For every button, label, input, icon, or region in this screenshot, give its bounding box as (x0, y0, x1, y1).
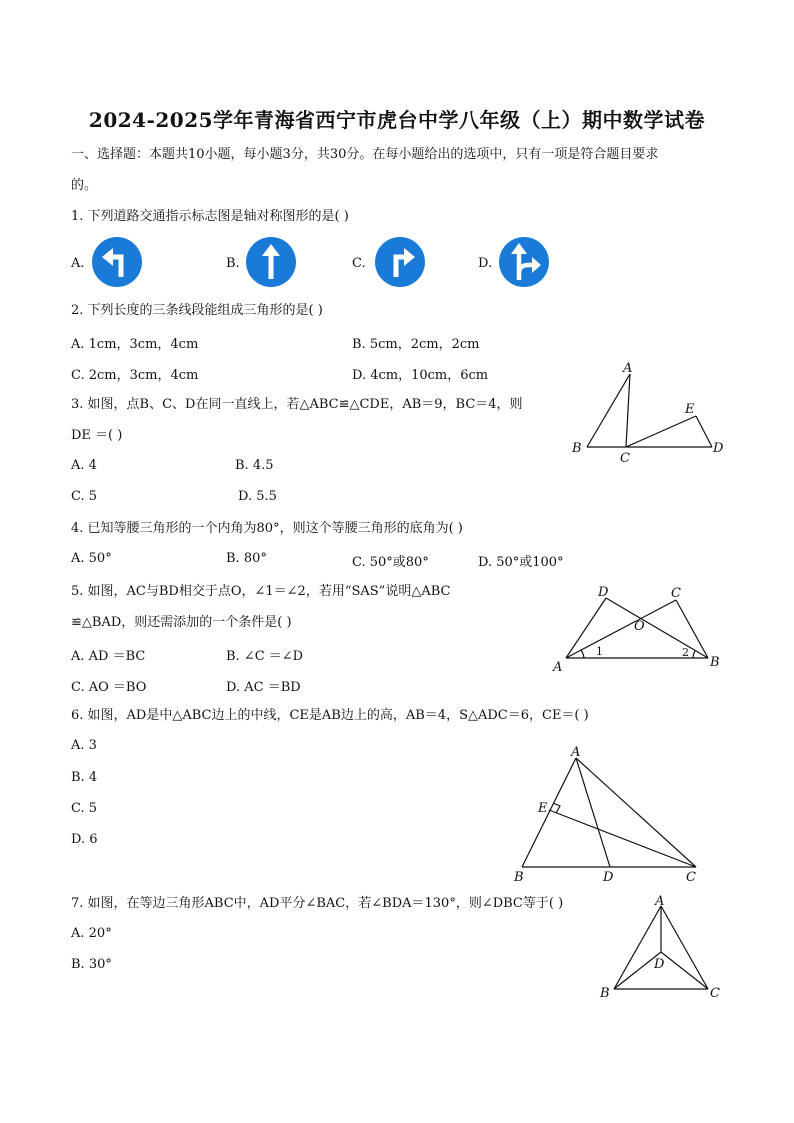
q4-option-a: A. 50° (71, 551, 112, 566)
question-7-stem: 7. 如图，在等边三角形ABC中，AD平分∠BAC，若∠BDA＝130°，则∠DBC等于( ) (71, 896, 564, 911)
q3-label-a: A (623, 361, 633, 376)
question-1-stem: 1. 下列道路交通指示标志图是轴对称图形的是( ) (71, 209, 349, 224)
q5-angle-2-label: 2 (682, 646, 689, 659)
q3-label-e: E (685, 402, 695, 417)
q6-label-b: B (514, 870, 524, 885)
q2-option-a: A. 1cm，3cm，4cm (71, 337, 199, 352)
q1-option-c-label: C. (352, 256, 366, 271)
q3-option-b: B. 4.5 (235, 458, 274, 473)
q6-option-b: B. 4 (71, 770, 98, 785)
q5-label-b: B (710, 655, 720, 670)
q5-option-a: A. AD ＝BC (71, 649, 146, 664)
section-heading-line2: 的。 (71, 178, 98, 193)
straight-or-right-sign-icon (497, 235, 551, 289)
q4-option-d: D. 50°或100° (478, 555, 564, 570)
question-2-stem: 2. 下列长度的三条线段能组成三角形的是( ) (71, 303, 323, 318)
section-heading-line1: 一、选择题：本题共10小题，每小题3分，共30分。在每小题给出的选项中，只有一项是符合题目要求 (71, 147, 659, 162)
q5-label-o: O (634, 619, 645, 634)
question-5-stem-line1: 5. 如图，AC与BD相交于点O，∠1＝∠2，若用“SAS”说明△ABC (71, 584, 451, 599)
question-4-stem: 4. 已知等腰三角形的一个内角为80°，则这个等腰三角形的底角为( ) (71, 521, 463, 536)
question-5-stem-line2: ≌△BAD，则还需添加的一个条件是( ) (71, 615, 292, 630)
turn-right-sign-icon (373, 235, 427, 289)
q3-figure (568, 358, 728, 468)
q5-label-a: A (553, 660, 563, 675)
q3-label-d: D (713, 441, 724, 456)
q5-option-d: D. AC ＝BD (226, 680, 301, 695)
q7-label-a: A (655, 894, 665, 909)
q3-label-b: B (572, 441, 582, 456)
q5-figure (548, 578, 728, 678)
q6-option-d: D. 6 (71, 832, 98, 847)
q3-option-a: A. 4 (71, 458, 97, 473)
q2-option-c: C. 2cm，3cm，4cm (71, 368, 199, 383)
q1-option-a-label: A. (71, 256, 85, 271)
q6-label-a: A (571, 745, 581, 760)
q5-option-c: C. AO ＝BO (71, 680, 147, 695)
q3-option-c: C. 5 (71, 489, 98, 504)
q7-figure (596, 892, 726, 1004)
question-3-stem-line2: DE ＝( ) (71, 428, 123, 443)
q5-label-c: C (671, 586, 681, 601)
q7-label-b: B (600, 986, 610, 1001)
q6-label-d: D (603, 870, 614, 885)
q4-option-b: B. 80° (226, 551, 267, 566)
q4-option-c: C. 50°或80° (352, 555, 429, 570)
q7-label-d: D (654, 957, 665, 972)
q6-label-e: E (538, 801, 548, 816)
q1-option-d-label: D. (478, 256, 493, 271)
q1-option-b-label: B. (226, 256, 240, 271)
question-3-stem-line1: 3. 如图，点B、C、D在同一直线上，若△ABC≌△CDE，AB＝9，BC＝4，则 (71, 397, 523, 412)
q2-option-d: D. 4cm，10cm，6cm (352, 368, 489, 383)
straight-ahead-sign-icon (244, 235, 298, 289)
q7-option-a: A. 20° (71, 926, 112, 941)
question-6-stem: 6. 如图，AD是中△ABC边上的中线，CE是AB边上的高，AB＝4，S△ADC＝6，CE＝( ) (71, 708, 589, 723)
turn-left-sign-icon (90, 235, 144, 289)
q3-label-c: C (620, 451, 630, 466)
q7-label-c: C (710, 986, 720, 1001)
q6-option-c: C. 5 (71, 801, 98, 816)
q3-option-d: D. 5.5 (238, 489, 277, 504)
q7-option-b: B. 30° (71, 957, 112, 972)
q5-angle-1-label: 1 (596, 645, 603, 658)
q6-option-a: A. 3 (71, 738, 97, 753)
q6-figure (506, 742, 706, 887)
page-title: 2024-2025学年青海省西宁市虎台中学八年级（上）期中数学试卷 (88, 108, 706, 132)
q2-option-b: B. 5cm，2cm，2cm (352, 337, 480, 352)
q6-label-c: C (686, 870, 696, 885)
q5-option-b: B. ∠C ＝∠D (226, 649, 304, 664)
q5-label-d: D (598, 585, 609, 600)
